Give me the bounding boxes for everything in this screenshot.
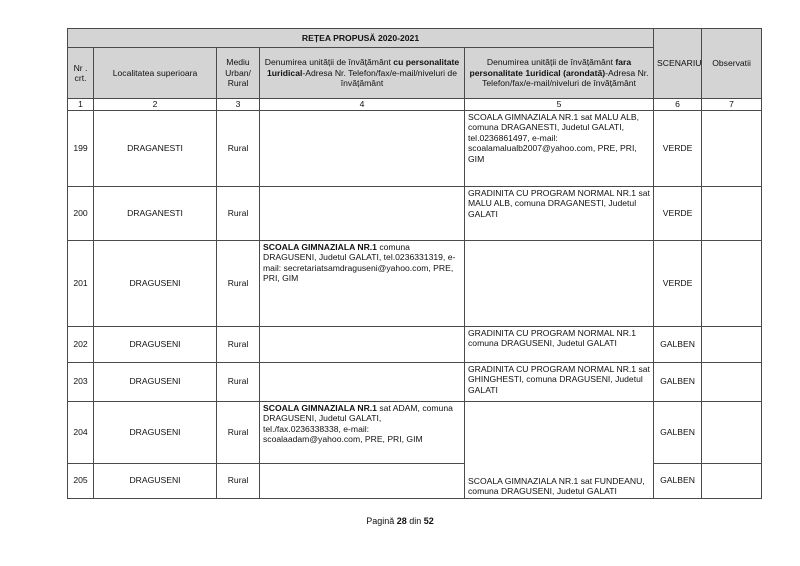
row-mediu: Rural [217, 110, 260, 186]
row-localitate: DRAGANESTI [94, 186, 217, 240]
header-localitate: Localitatea superioara [94, 48, 217, 99]
table-row [68, 186, 762, 240]
row-nr: 205 [68, 463, 94, 498]
row-unit-with-legal-personality [260, 110, 465, 186]
row-scenariu: GALBEN [654, 463, 702, 498]
header-observatii: Observatii [702, 29, 762, 99]
row-nr: 200 [68, 186, 94, 240]
row-unit-without-legal-personality: GRADINITA CU PROGRAM NORMAL NR.1 sat MALU ALB, comuna DRAGANESTI, Judetul GALATI [465, 186, 654, 240]
table-title: REȚEA PROPUSĂ 2020-2021 [68, 29, 654, 48]
column-number: 4 [260, 99, 465, 111]
row-nr: 201 [68, 240, 94, 326]
row-mediu: Rural [217, 401, 260, 463]
row-localitate: DRAGANESTI [94, 110, 217, 186]
header-mediu: Mediu Urban/ Rural [217, 48, 260, 99]
column-number: 6 [654, 99, 702, 111]
row-localitate: DRAGUSENI [94, 463, 217, 498]
row-mediu: Rural [217, 186, 260, 240]
page-footer [0, 516, 800, 526]
row-unit-without-legal-personality [465, 240, 654, 326]
row-unit-with-legal-personality [260, 186, 465, 240]
row-localitate: DRAGUSENI [94, 362, 217, 401]
table-row [68, 240, 762, 326]
row-localitate: DRAGUSENI [94, 240, 217, 326]
footer-page-label: Pagină [366, 516, 397, 526]
row-localitate: DRAGUSENI [94, 326, 217, 362]
table-row [68, 463, 762, 498]
header-unit-with-legal-personality: Denumirea unității de învățământ cu personalitate 1uridical-Adresa Nr. Telefon/fax/e-mail/niveluri de învățământ [260, 48, 465, 99]
column-number: 3 [217, 99, 260, 111]
row-mediu: Rural [217, 326, 260, 362]
row-unit-without-legal-personality: SCOALA GIMNAZIALA NR.1 sat FUNDEANU, comuna DRAGUSENI, Judetul GALATI [465, 401, 654, 498]
row-observatii [702, 362, 762, 401]
row-nr: 203 [68, 362, 94, 401]
column-number: 2 [94, 99, 217, 111]
row-scenariu: VERDE [654, 186, 702, 240]
table-row [68, 401, 762, 463]
row-unit-with-legal-personality: SCOALA GIMNAZIALA NR.1 sat ADAM, comuna DRAGUSENI, Judetul GALATI, tel./fax.0236338338, e-mail: scoalaadam@yahoo.com, PRE, PRI, GIM [260, 401, 465, 463]
footer-of-label: din [406, 516, 424, 526]
table-row [68, 362, 762, 401]
row-unit-with-legal-personality [260, 326, 465, 362]
row-scenariu: GALBEN [654, 326, 702, 362]
row-observatii [702, 326, 762, 362]
row-mediu: Rural [217, 463, 260, 498]
row-observatii [702, 463, 762, 498]
table-row [68, 326, 762, 362]
column-number: 7 [702, 99, 762, 111]
column-number: 5 [465, 99, 654, 111]
row-nr: 204 [68, 401, 94, 463]
row-unit-with-legal-personality [260, 362, 465, 401]
row-scenariu: GALBEN [654, 401, 702, 463]
column-number: 1 [68, 99, 94, 111]
row-unit-with-legal-personality [260, 463, 465, 498]
row-scenariu: VERDE [654, 240, 702, 326]
row-localitate: DRAGUSENI [94, 401, 217, 463]
row-scenariu: GALBEN [654, 362, 702, 401]
row-scenariu: VERDE [654, 110, 702, 186]
row-observatii [702, 186, 762, 240]
row-observatii [702, 240, 762, 326]
network-table [67, 28, 762, 499]
row-observatii [702, 401, 762, 463]
footer-page-number: 28 [396, 516, 407, 526]
header-scenariu: SCENARIU [654, 29, 702, 99]
table-row [68, 110, 762, 186]
footer-total-pages: 52 [423, 516, 434, 526]
header-nr-crt: Nr . crt. [68, 48, 94, 99]
row-nr: 202 [68, 326, 94, 362]
row-observatii [702, 110, 762, 186]
row-mediu: Rural [217, 362, 260, 401]
column-number-row [68, 99, 762, 111]
row-unit-without-legal-personality: SCOALA GIMNAZIALA NR.1 sat MALU ALB, comuna DRAGANESTI, Judetul GALATI, tel.0236861497, e-mail: scoalamalualb2007@yahoo.com, PRE, PRI, GIM [465, 110, 654, 186]
row-unit-with-legal-personality: SCOALA GIMNAZIALA NR.1 comuna DRAGUSENI, Judetul GALATI, tel.0236331319, e-mail: secretariatsamdraguseni@yahoo.com, PRE, PRI, GIM [260, 240, 465, 326]
header-unit-without-legal-personality: Denumirea unității de învățământ fara personalitate 1uridical (arondată)-Adresa Nr. Telefon/fax/e-mail/niveluri de învățământ [465, 48, 654, 99]
row-unit-without-legal-personality: GRADINITA CU PROGRAM NORMAL NR.1 sat GHINGHESTI, comuna DRAGUSENI, Judetul GALATI [465, 362, 654, 401]
row-nr: 199 [68, 110, 94, 186]
row-unit-without-legal-personality: GRADINITA CU PROGRAM NORMAL NR.1 comuna DRAGUSENI, Judetul GALATI [465, 326, 654, 362]
row-mediu: Rural [217, 240, 260, 326]
